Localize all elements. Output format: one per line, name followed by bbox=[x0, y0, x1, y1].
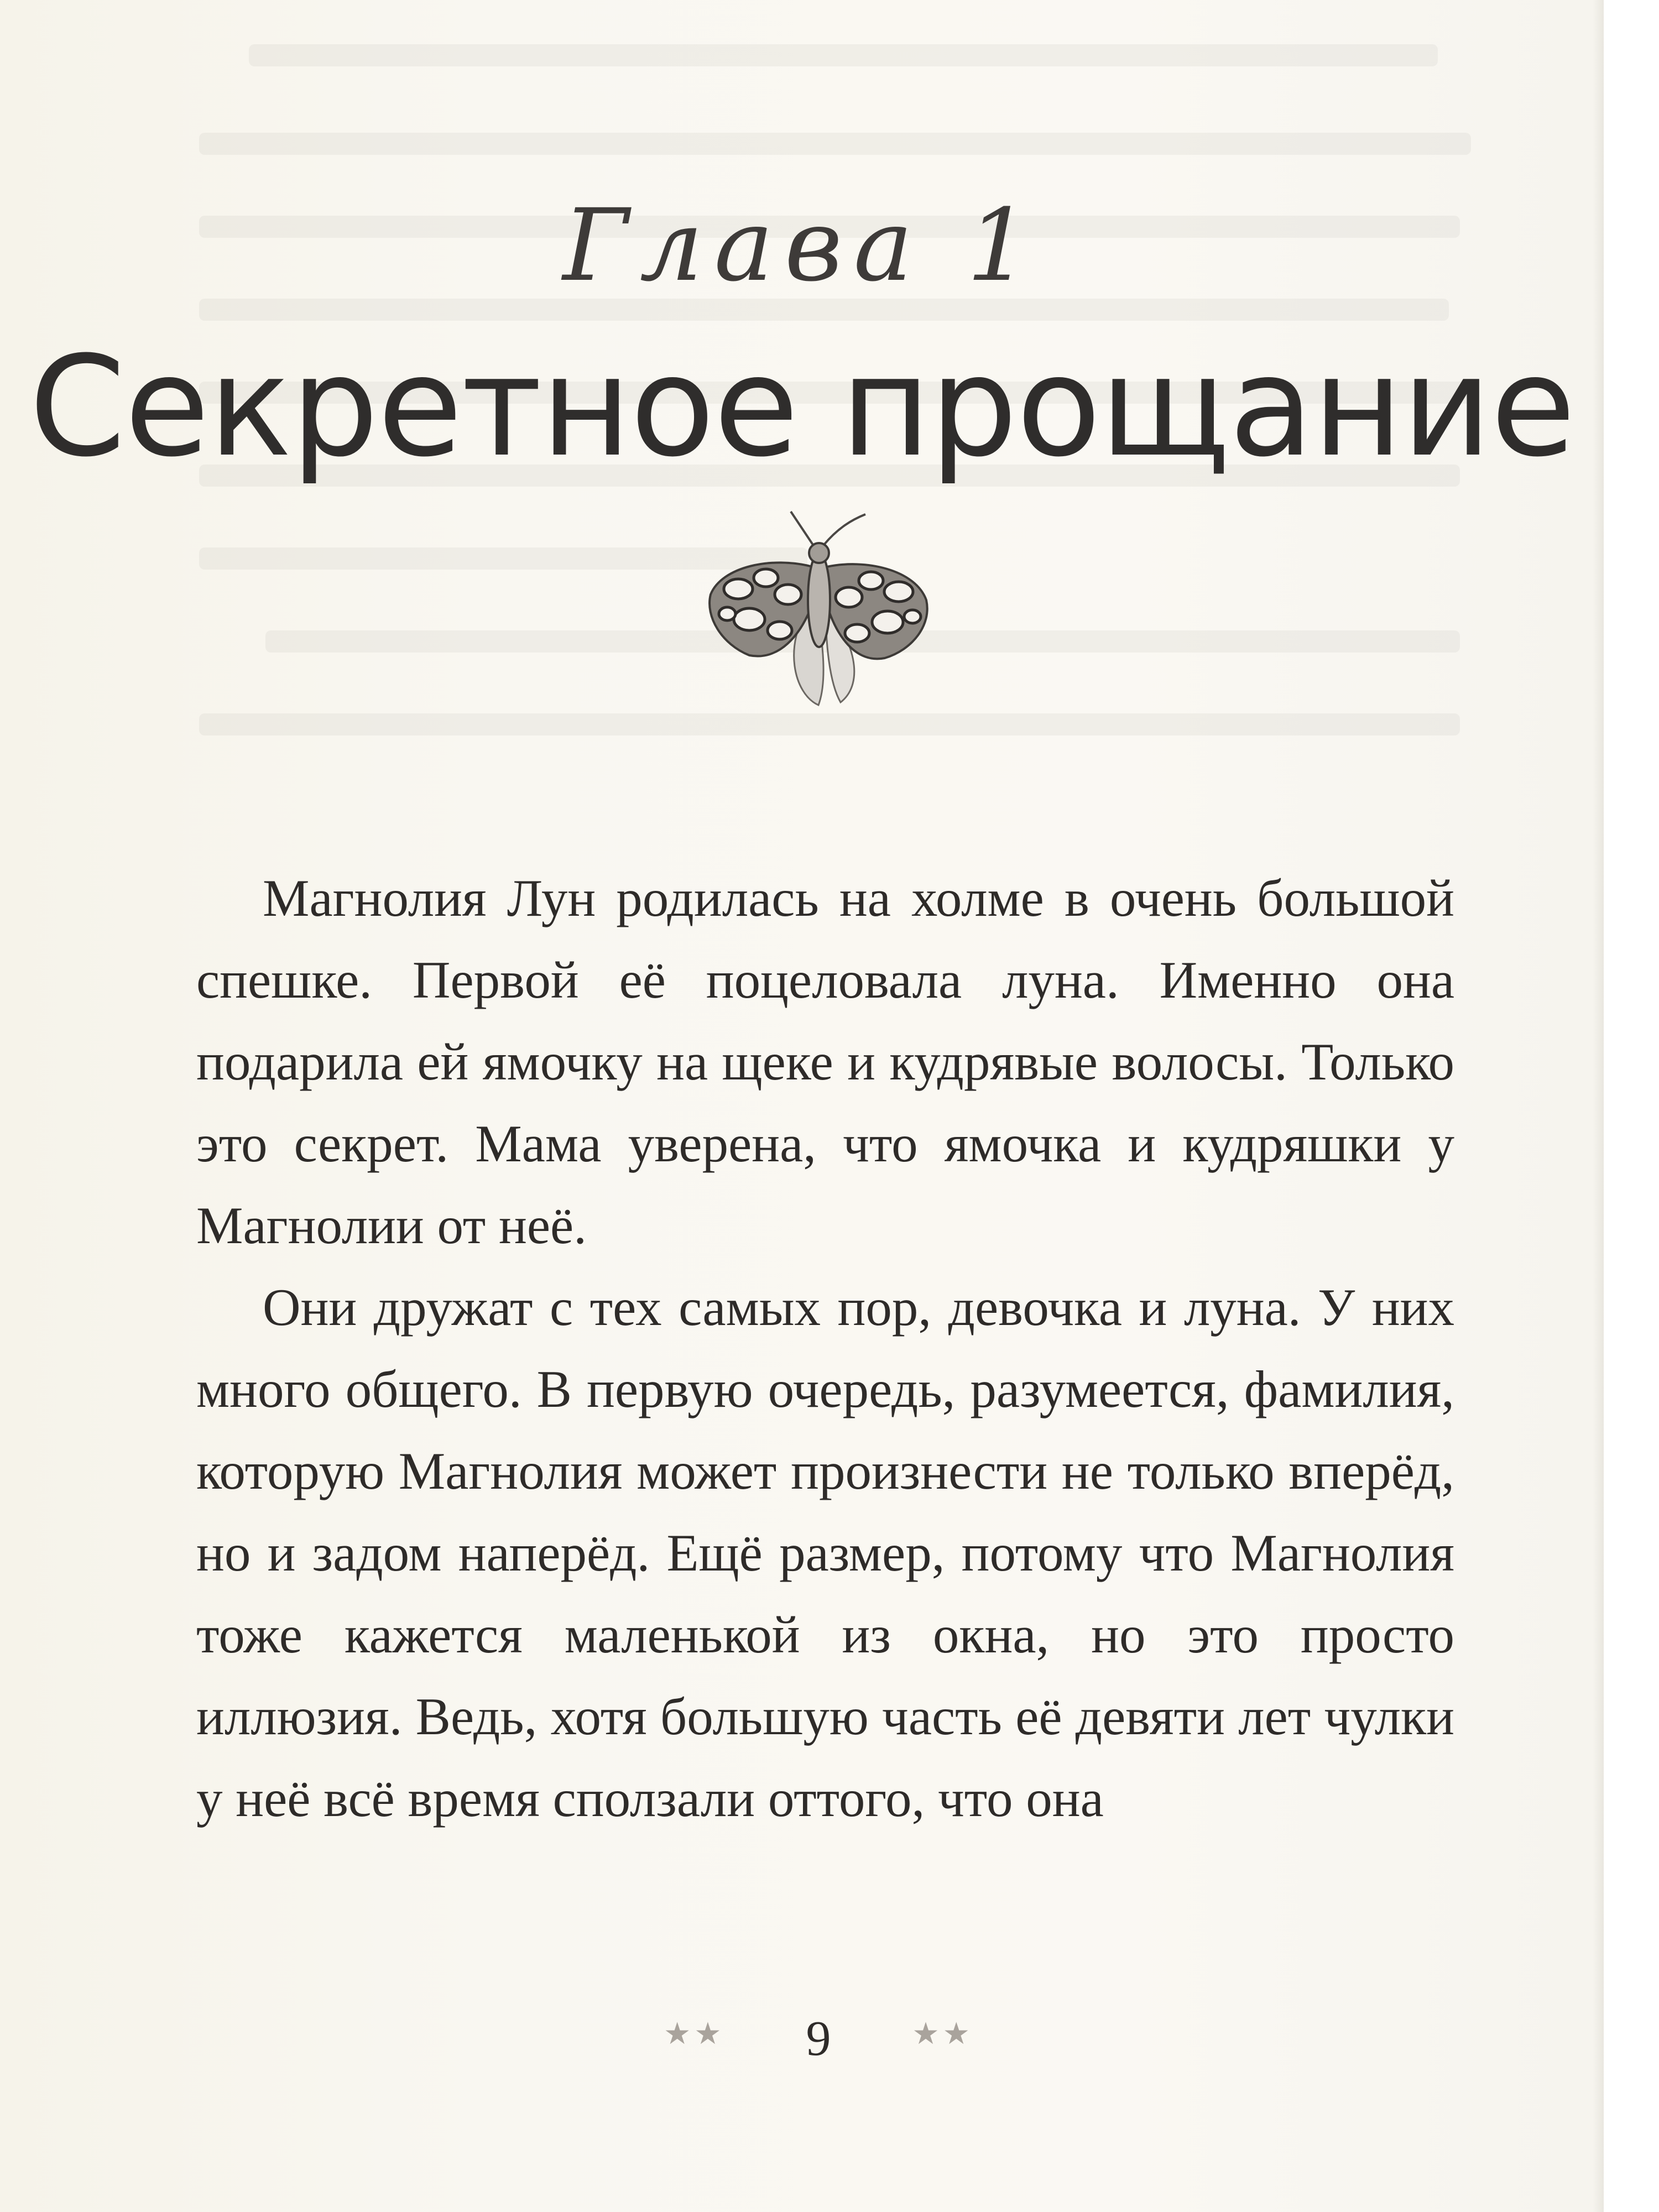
bleed-line bbox=[199, 133, 1471, 155]
chapter-title: Секретное прощание bbox=[29, 326, 1575, 487]
star-ornament-icon: ★★ bbox=[664, 2016, 725, 2051]
moth-icon bbox=[700, 506, 937, 722]
chapter-number: Глава 1 bbox=[562, 188, 1041, 304]
paragraph: Магнолия Лун родилась на холме в очень большой спешке. Первой её поцеловала луна. Именно она подарила ей ямочку на щеке и кудрявые волосы. Только это секрет. Мама уверена, что ямочка и кудряшки у Магнолии от неё. bbox=[196, 869, 1454, 1255]
page-number: 9 bbox=[806, 2011, 831, 2066]
bleed-line bbox=[249, 44, 1438, 66]
page-footer bbox=[664, 2010, 973, 2071]
body-text bbox=[196, 857, 1454, 1839]
star-ornament-icon: ★★ bbox=[912, 2016, 973, 2051]
paragraph: Они дружат с тех самых пор, девочка и луна. У них много общего. В первую очередь, разумеется, фамилия, которую Магнолия может произнести не только вперёд, но и задом наперёд. Ещё размер, потому что Магнолия тоже кажется маленькой из окна, но это просто иллюзия. Ведь, хотя большую часть её девяти лет чулки у неё всё время сползали оттого, что она bbox=[196, 1278, 1454, 1828]
